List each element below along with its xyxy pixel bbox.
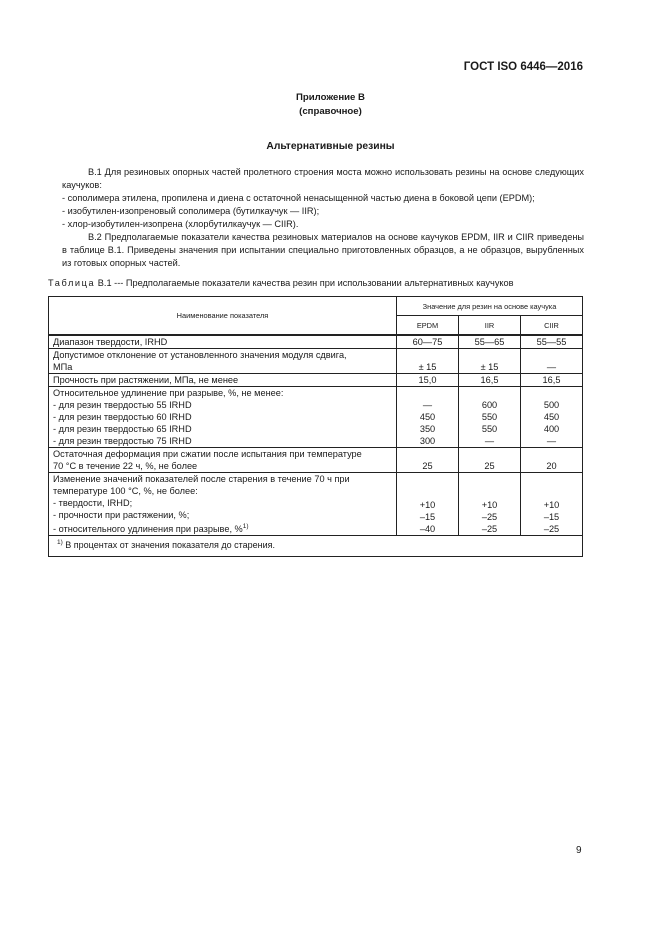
value: +10	[419, 500, 436, 511]
table-footnote	[49, 536, 583, 557]
value-cell-epdm	[397, 387, 459, 448]
value: —	[422, 400, 433, 410]
table-caption-label: Таблица	[48, 278, 96, 288]
value-cell-iir	[459, 335, 521, 349]
value: 550	[481, 412, 498, 422]
value-cell-iir	[459, 448, 521, 473]
value: 500	[543, 400, 560, 410]
list-item: - изобутилен-изопреновый сополимера (бутилкаучук — IIR);	[62, 206, 320, 216]
value: 450	[419, 412, 436, 422]
table-row	[49, 448, 583, 473]
header-epdm: EPDM	[397, 316, 459, 336]
value: 16,5	[542, 375, 561, 385]
annex-title: Приложение B	[296, 92, 365, 103]
row-label-line: 70 °С в течение 22 ч, %, не более	[53, 461, 198, 471]
row-label-line: Изменение значений показателей после старения в течение 70 ч при	[53, 474, 350, 484]
value: 15,0	[418, 375, 437, 385]
value-cell-epdm	[397, 448, 459, 473]
value: –15	[543, 512, 560, 523]
value: 60—75	[412, 337, 443, 347]
value-cell-ciir	[521, 335, 583, 349]
row-label	[49, 387, 397, 448]
paragraph-b2: B.2 Предполагаемые показатели качества резиновых материалов на основе каучуков EPDM, IIR и CIIR приведены в таблице B.1. Приведены значения при испытании специально приготовленных образцов, а не образцов, вырубленных из готовых опорных частей.	[62, 232, 584, 268]
value-cell-ciir	[521, 349, 583, 374]
row-label-line: Диапазон твердости, IRHD	[53, 337, 168, 347]
row-label-line: Относительное удлинение при разрыве, %, не менее:	[53, 388, 284, 398]
value	[525, 387, 578, 399]
value: ± 15	[418, 362, 437, 372]
annex-subtitle: (справочное)	[299, 106, 362, 117]
row-label-line: - для резин твердостью 55 IRHD	[53, 400, 192, 410]
paragraph-b1-intro: B.1 Для резиновых опорных частей пролетного строения моста можно использовать резины на основе следующих каучуков:	[62, 167, 584, 190]
row-label-line: МПа	[53, 362, 73, 372]
document-code: ГОСТ ISO 6446—2016	[463, 61, 583, 73]
value: 300	[419, 436, 436, 446]
body-text	[62, 166, 584, 270]
value: –25	[543, 524, 560, 535]
value-cell-epdm	[397, 473, 459, 536]
value: 600	[481, 400, 498, 410]
row-label-line: - для резин твердостью 65 IRHD	[53, 424, 192, 434]
row-label-line: - твердости, IRHD;	[53, 498, 133, 508]
header-name-column: Наименование показателя	[49, 297, 397, 336]
footnote-mark: 1)	[57, 539, 63, 547]
table-row	[49, 374, 583, 387]
value: —	[546, 436, 557, 446]
table-row	[49, 335, 583, 349]
value: –15	[419, 512, 436, 523]
value: 550	[481, 424, 498, 434]
row-label-line: Остаточная деформация при сжатии после испытания при температуре	[53, 449, 362, 459]
value: 450	[543, 412, 560, 422]
page-number: 9	[576, 845, 582, 856]
table-row	[49, 349, 583, 374]
properties-table	[48, 296, 583, 557]
row-label-line: температуре 100 °С, %, не более:	[53, 486, 198, 496]
table-row	[49, 473, 583, 536]
table-caption-text: B.1 --- Предполагаемые показатели качества резин при использовании альтернативных каучуков	[97, 278, 514, 288]
value: 25	[484, 461, 495, 471]
value-cell-ciir	[521, 473, 583, 536]
value: –25	[481, 512, 498, 523]
value: +10	[481, 500, 498, 511]
header-iir: IIR	[459, 316, 521, 336]
row-label	[49, 448, 397, 473]
value: 55—55	[536, 337, 567, 347]
list-item: - хлор-изобутилен-изопрена (хлорбутилкаучук — CIIR).	[62, 219, 299, 229]
row-label-line: Прочность при растяжении, МПа, не менее	[53, 375, 239, 385]
value-cell-epdm	[397, 335, 459, 349]
value	[401, 387, 454, 399]
row-label	[49, 374, 397, 387]
header-ciir: CIIR	[521, 316, 583, 336]
table-row	[49, 387, 583, 448]
list-item: - сополимера этилена, пропилена и диена с остаточной ненасыщенной частью диена в боковой цепи (EPDM);	[62, 193, 535, 203]
footnote-ref: 1)	[242, 523, 249, 530]
row-label	[49, 473, 397, 536]
row-label	[49, 335, 397, 349]
value: –25	[481, 524, 498, 535]
value: +10	[543, 500, 560, 511]
value: —	[484, 436, 495, 446]
value: ± 15	[480, 362, 499, 372]
value: 350	[419, 424, 436, 434]
table-caption	[48, 278, 514, 288]
header-group-column: Значение для резин на основе каучука	[397, 297, 583, 316]
value-cell-ciir	[521, 374, 583, 387]
footnote-text: В процентах от значения показателя до старения.	[65, 540, 276, 551]
row-label-line: - для резин твердостью 60 IRHD	[53, 412, 192, 422]
annex-heading	[0, 91, 661, 119]
value-cell-iir	[459, 473, 521, 536]
value: –40	[419, 524, 436, 535]
value: —	[546, 362, 557, 372]
row-label-line: - относительного удлинения при разрыве, %$^{1)}$	[53, 523, 249, 535]
value-cell-ciir	[521, 387, 583, 448]
value: 20	[546, 461, 557, 471]
row-label-line: - прочности при растяжении, %;	[53, 510, 190, 520]
value: 16,5	[480, 375, 499, 385]
value-cell-epdm	[397, 374, 459, 387]
row-label-line: - для резин твердостью 75 IRHD	[53, 436, 192, 446]
section-title: Альтернативные резины	[266, 141, 395, 152]
value-cell-iir	[459, 349, 521, 374]
row-label	[49, 349, 397, 374]
value-cell-iir	[459, 387, 521, 448]
value-cell-epdm	[397, 349, 459, 374]
table-body	[49, 335, 583, 536]
value	[463, 387, 516, 399]
value: 400	[543, 424, 560, 434]
value: 25	[422, 461, 433, 471]
row-label-line: Допустимое отклонение от установленного значения модуля сдвига,	[53, 350, 347, 360]
value-cell-ciir	[521, 448, 583, 473]
value: 55—65	[474, 337, 505, 347]
value-cell-iir	[459, 374, 521, 387]
